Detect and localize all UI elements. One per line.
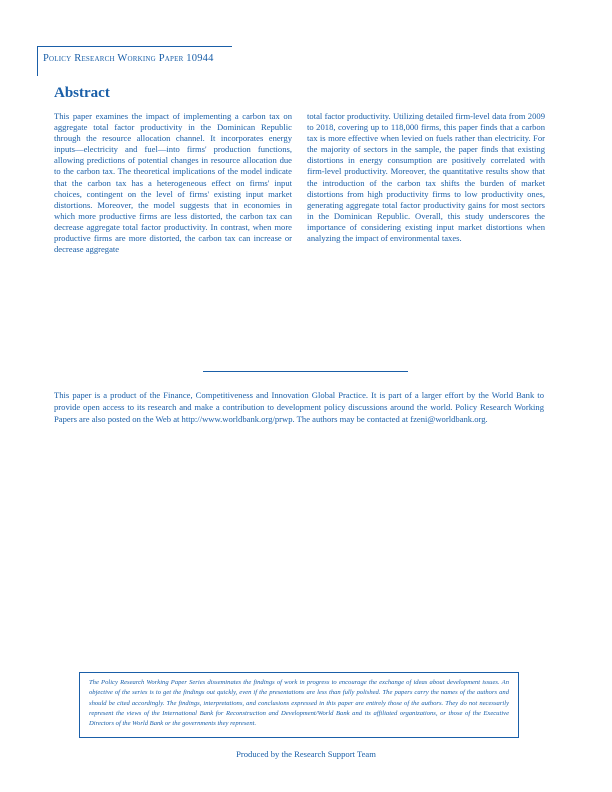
abstract-heading: Abstract [54, 85, 110, 101]
disclaimer-box [79, 672, 519, 738]
produced-by-credit: Produced by the Research Support Team [236, 749, 376, 759]
abstract-left-column: This paper examines the impact of implementing a carbon tax on aggregate total factor productivity in the Dominican Republic through the resource allocation channel. It incorporates energy inputs—electricity and fuel—into firms' production functions, allowing predictions of potential changes in resource allocation due to the carbon tax. The theoretical implications of the model indicate that the carbon tax has a heterogeneous effect on firms' input choices, contingent on the level of firms' existing input market distortions. Moreover, the model suggests that in economies in which more productive firms are less distorted, the carbon tax can decrease aggregate total factor productivity. In contrast, when more productive firms are more distorted, the carbon tax can increase or decrease aggregate [54, 111, 292, 255]
series-title: Policy Research Working Paper 10944 [43, 53, 214, 64]
paper-footnote: This paper is a product of the Finance, Competitiveness and Innovation Global Practice. It is part of a larger effort by the World Bank to provide open access to its research and make a contribution to development policy discussions around the world. Policy Research Working Papers are also posted on the Web at http://www.worldbank.org/prwp. The authors may be contacted at fzeni@worldbank.org. [54, 390, 544, 424]
abstract-right-column: total factor productivity. Utilizing detailed firm-level data from 2009 to 2018, covering up to 118,000 firms, this paper finds that a carbon tax is more effective when levied on fuels rather than electricity. For the majority of sectors in the sample, the paper finds that existing distortions in energy consumption are positively correlated with firm-level productivity. Moreover, the quantitative results show that the introduction of the carbon tax shifts the burden of market distortions from high productivity firms to low productivity ones, generating aggregate total factor productivity gains for most sectors in the Dominican Republic. Overall, this study underscores the importance of considering existing input market distortions when analyzing the impact of environmental taxes. [307, 111, 545, 244]
disclaimer-text: The Policy Research Working Paper Series disseminates the findings of work in progress to encourage the exchange of ideas about development issues. An objective of the series is to get the findings out quickly, even if the presentations are less than fully polished. The papers carry the names of the authors and should be cited accordingly. The findings, interpretations, and conclusions expressed in this paper are entirely those of the authors. They do not necessarily represent the views of the International Bank for Reconstruction and Development/World Bank and its affiliated organizations, or those of the Executive Directors of the World Bank or the governments they represent. [89, 679, 509, 728]
section-divider [203, 371, 408, 372]
